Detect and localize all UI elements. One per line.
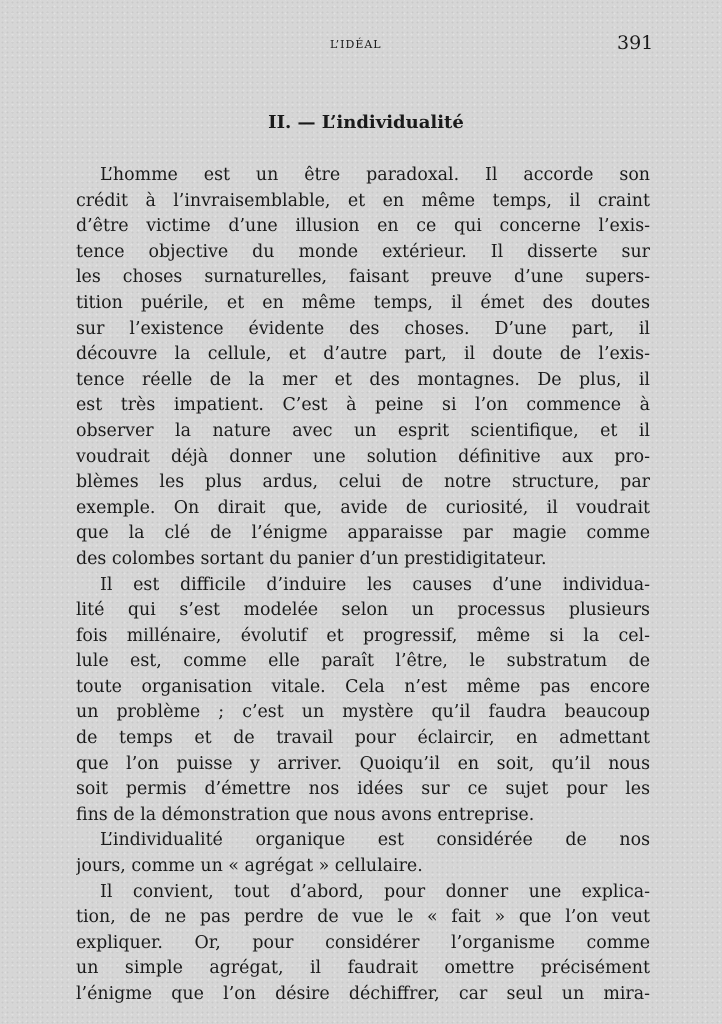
text-line: lité qui s’est modelée selon un processus plusieurs [76,600,650,621]
text-line: fois millénaire, évolutif et progressif, même si la cel- [76,625,650,646]
text-line: L’homme est un être paradoxal. Il accorde son [100,165,650,185]
text-line: les choses surnaturelles, faisant preuve d’une supers- [76,267,650,288]
text-line: tition puérile, et en même temps, il émet des doutes [76,292,650,313]
text-line: L’individualité organique est considérée de nos [100,830,650,851]
section-title [0,112,722,133]
page-number: 391 [617,32,654,54]
text-line: est très impatient. C’est à peine si l’on commence à [76,395,650,416]
text-line: lule est, comme elle paraît l’être, le substratum de [76,651,650,672]
text-line: d’être victime d’une illusion en ce qui concerne l’exis- [76,216,650,237]
text-line: tion, de ne pas perdre de vue le « fait » que l’on veut [76,907,650,928]
text-line: un problème ; c’est un mystère qu’il faudra beaucoup [76,702,650,723]
text-line: tence réelle de la mer et des montagnes. De plus, il [76,369,650,390]
text-line: fins de la démonstration que nous avons entreprise. [76,804,535,825]
text-line: que la clé de l’énigme apparaisse par magie comme [76,523,650,544]
text-line: toute organisation vitale. Cela n’est même pas encore [76,676,650,697]
section-title-text: II. — L’individualité [268,112,464,133]
text-line: blèmes les plus ardus, celui de notre structure, par [76,472,650,493]
text-line: découvre la cellule, et d’autre part, il doute de l’exis- [76,344,650,365]
text-line: jours, comme un « agrégat » cellulaire. [76,856,423,877]
text-line: de temps et de travail pour éclaircir, en admettant [76,728,650,749]
text-line: Il est difficile d’induire les causes d’une individua- [100,574,650,595]
text-line: observer la nature avec un esprit scientifique, et il [76,420,650,441]
running-head [0,32,722,56]
text-line: Il convient, tout d’abord, pour donner une explica- [100,881,650,902]
text-line: un simple agrégat, il faudrait omettre précisément [76,958,650,979]
text-line: exemple. On dirait que, avide de curiosité, il voudrait [76,497,650,518]
text-line: expliquer. Or, pour considérer l’organisme comme [76,932,650,953]
text-line: sur l’existence évidente des choses. D’une part, il [76,318,650,339]
text-line: l’énigme que l’on désire déchiffrer, car seul un mira- [76,984,650,1004]
text-line: crédit à l’invraisemblable, et en même temps, il craint [76,190,650,211]
text-line: tence objective du monde extérieur. Il disserte sur [76,241,650,262]
body-text [76,163,650,1008]
text-line: que l’on puisse y arriver. Quoiqu’il en soit, qu’il nous [76,753,650,774]
running-title: L’IDÉAL [330,38,382,51]
text-line: soit permis d’émettre nos idées sur ce sujet pour les [76,779,650,800]
text-line: voudrait déjà donner une solution définitive aux pro- [76,446,650,467]
text-line: des colombes sortant du panier d’un prestidigitateur. [76,548,547,569]
